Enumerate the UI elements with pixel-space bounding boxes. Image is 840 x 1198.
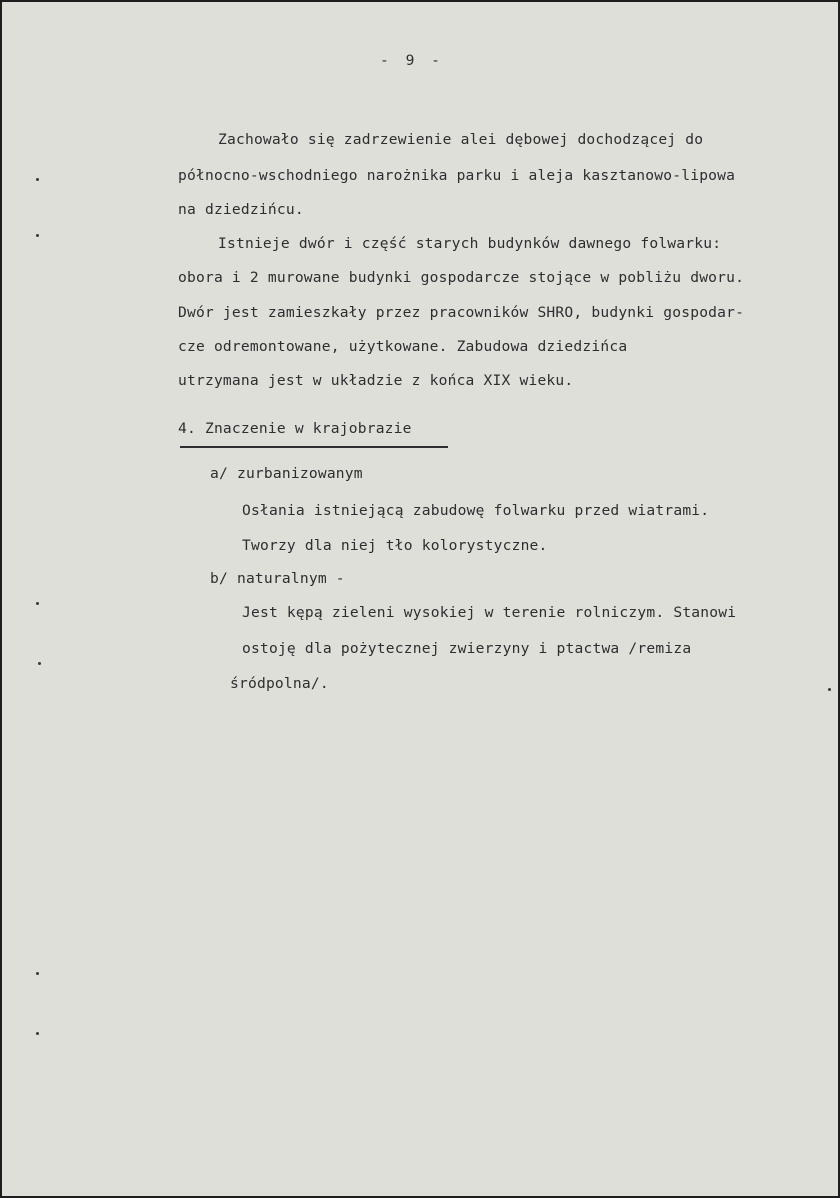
- item-b-line-1: Jest kępą zieleni wysokiej w terenie rolniczym. Stanowi: [242, 604, 737, 621]
- paragraph-2-line-1: Istnieje dwór i część starych budynków dawnego folwarku:: [218, 235, 722, 252]
- margin-mark: [36, 1032, 39, 1035]
- paragraph-2-line-4: cze odremontowane, użytkowane. Zabudowa dziedzińca: [178, 338, 628, 355]
- item-a-line-2: Tworzy dla niej tło kolorystyczne.: [242, 537, 548, 554]
- paragraph-2-line-2: obora i 2 murowane budynki gospodarcze stojące w pobliżu dworu.: [178, 269, 745, 286]
- paragraph-1-line-3: na dziedzińcu.: [178, 201, 304, 218]
- margin-mark: [828, 688, 831, 691]
- item-a-label: a/ zurbanizowanym: [210, 465, 363, 482]
- margin-mark: [38, 662, 41, 665]
- margin-mark: [36, 972, 39, 975]
- margin-mark: [36, 178, 39, 181]
- page-number: - 9 -: [380, 52, 444, 69]
- document-page: [2, 2, 838, 1196]
- paragraph-2-line-3: Dwór jest zamieszkały przez pracowników SHRO, budynki gospodar-: [178, 304, 745, 321]
- item-b-line-2: ostoję dla pożytecznej zwierzyny i ptactwa /remiza: [242, 640, 692, 657]
- paragraph-1-line-2: północno-wschodniego narożnika parku i aleja kasztanowo-lipowa: [178, 167, 736, 184]
- margin-mark: [36, 602, 39, 605]
- item-b-label: b/ naturalnym -: [210, 570, 345, 587]
- item-b-line-3: śródpolna/.: [230, 675, 329, 692]
- margin-mark: [36, 234, 39, 237]
- item-a-line-1: Osłania istniejącą zabudowę folwarku przed wiatrami.: [242, 502, 710, 519]
- heading-underline: [180, 446, 448, 448]
- section-heading: 4. Znaczenie w krajobrazie: [178, 420, 412, 437]
- paragraph-1-line-1: Zachowało się zadrzewienie alei dębowej dochodzącej do: [218, 131, 704, 148]
- paragraph-2-line-5: utrzymana jest w układzie z końca XIX wieku.: [178, 372, 574, 389]
